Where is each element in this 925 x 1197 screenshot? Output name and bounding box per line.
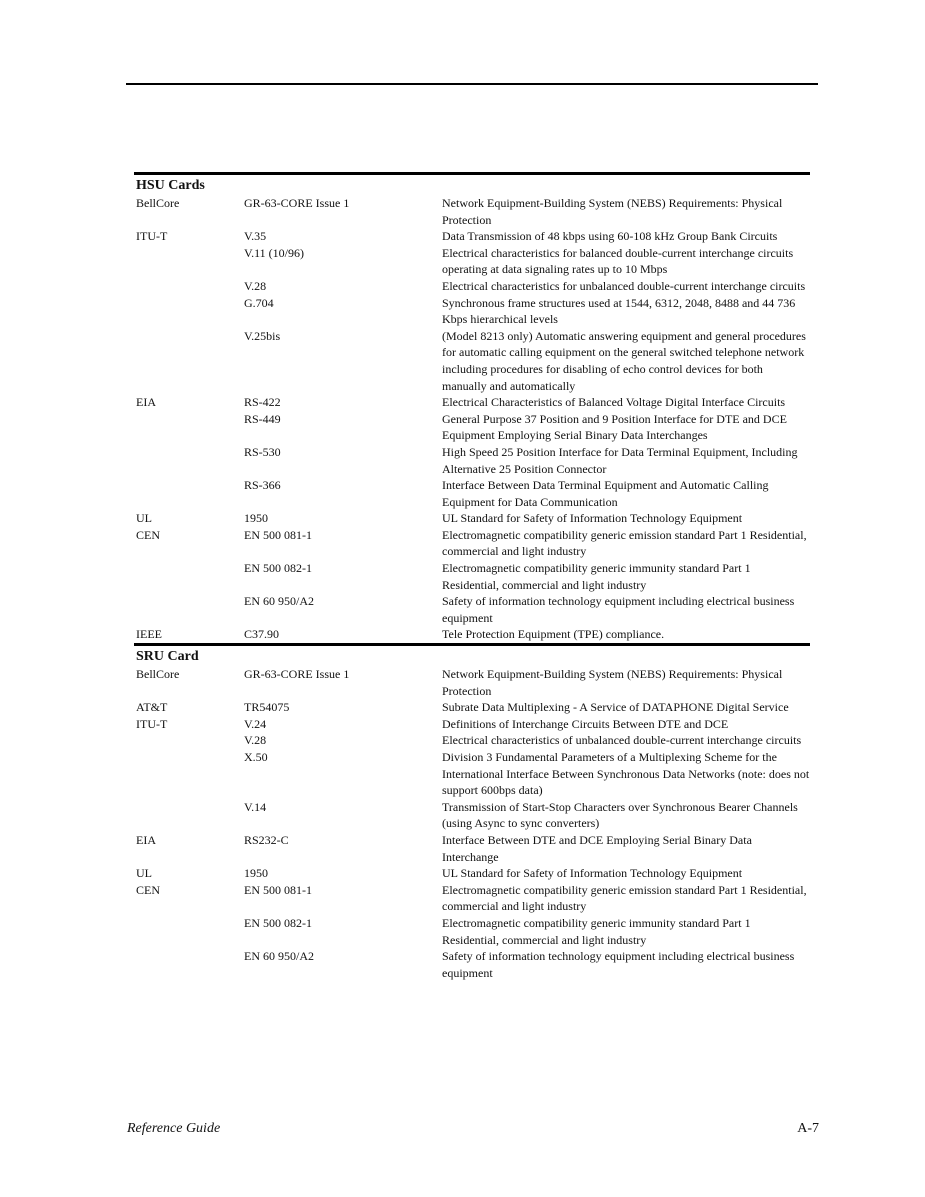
table-row bbox=[134, 295, 810, 328]
organization-cell bbox=[134, 295, 244, 328]
organization-cell: ITU-T bbox=[136, 716, 168, 731]
standard-cell: V.11 (10/96) bbox=[244, 245, 304, 260]
description-cell: Electromagnetic compatibility generic emission standard Part 1 Residential, commercial and light industry bbox=[442, 527, 807, 559]
organization-cell bbox=[134, 799, 244, 832]
table-row bbox=[134, 444, 810, 477]
organization-cell: BellCore bbox=[136, 667, 180, 682]
organization-cell bbox=[134, 245, 244, 278]
footer-title: Reference Guide bbox=[127, 1121, 221, 1136]
description-cell: (Model 8213 only) Automatic answering equipment and general procedures for automatic calling equipment on the general switched telephone network including procedures for disabling of echo control devices for both manually and automatically bbox=[442, 328, 806, 393]
standard-cell: EN 500 082-1 bbox=[244, 915, 312, 930]
description-cell: Safety of information technology equipment including electrical business equipment bbox=[442, 594, 795, 625]
table-row bbox=[134, 699, 810, 716]
organization-cell bbox=[134, 411, 244, 444]
standard-cell: C37.90 bbox=[244, 627, 280, 642]
standard-cell: RS232-C bbox=[244, 832, 289, 847]
table-row bbox=[134, 865, 810, 882]
standard-cell: EN 500 081-1 bbox=[244, 882, 312, 897]
standard-cell: 1950 bbox=[244, 866, 268, 881]
standard-cell: V.25bis bbox=[244, 328, 281, 343]
organization-cell: CEN bbox=[136, 882, 160, 897]
description-cell: Safety of information technology equipment including electrical business equipment bbox=[442, 949, 795, 980]
table-row bbox=[134, 245, 810, 278]
description-cell: Definitions of Interchange Circuits Between DTE and DCE bbox=[442, 716, 729, 731]
standard-cell: V.24 bbox=[244, 716, 267, 731]
organization-cell: CEN bbox=[136, 527, 160, 542]
table-row bbox=[134, 477, 810, 510]
page-number: A-7 bbox=[797, 1121, 819, 1136]
description-cell: Network Equipment-Building System (NEBS) Requirements: Physical Protection bbox=[442, 667, 783, 698]
standard-cell: RS-366 bbox=[244, 478, 281, 493]
description-cell: Electromagnetic compatibility generic immunity standard Part 1 Residential, commercial and light industry bbox=[442, 915, 751, 947]
table-row bbox=[134, 195, 810, 228]
description-cell: Interface Between Data Terminal Equipment and Automatic Calling Equipment for Data Communication bbox=[442, 478, 769, 509]
table-row bbox=[134, 626, 810, 643]
table-row bbox=[134, 394, 810, 411]
table-row bbox=[134, 948, 810, 981]
organization-cell: UL bbox=[136, 511, 152, 526]
table-row bbox=[134, 666, 810, 699]
standards-table bbox=[134, 172, 810, 981]
standard-cell: V.14 bbox=[244, 799, 267, 814]
table-row bbox=[134, 228, 810, 245]
description-cell: High Speed 25 Position Interface for Data Terminal Equipment, Including Alternative 25 Position Connector bbox=[442, 444, 798, 476]
standard-cell: GR-63-CORE Issue 1 bbox=[244, 196, 350, 210]
standard-cell: RS-530 bbox=[244, 444, 281, 459]
table-row bbox=[134, 328, 810, 394]
standard-cell: 1950 bbox=[244, 511, 268, 526]
description-cell: Synchronous frame structures used at 1544, 6312, 2048, 8488 and 44 736 Kbps hierarchical levels bbox=[442, 295, 796, 327]
organization-cell bbox=[134, 278, 244, 295]
standard-cell: V.28 bbox=[244, 278, 267, 293]
organization-cell bbox=[134, 593, 244, 626]
section-heading: HSU Cards bbox=[134, 172, 810, 195]
organization-cell: EIA bbox=[136, 395, 156, 410]
organization-cell bbox=[134, 948, 244, 981]
standard-cell: RS-449 bbox=[244, 411, 281, 426]
organization-cell bbox=[134, 732, 244, 749]
table-row bbox=[134, 411, 810, 444]
organization-cell bbox=[134, 749, 244, 799]
organization-cell: IEEE bbox=[136, 627, 162, 642]
standard-cell: G.704 bbox=[244, 295, 274, 310]
section-heading: SRU Card bbox=[134, 643, 810, 666]
description-cell: Transmission of Start-Stop Characters over Synchronous Bearer Channels (using Async to sync converters) bbox=[442, 799, 798, 831]
description-cell: Electrical characteristics for balanced double-current interchange circuits operating at data signaling rates up to 10 Mbps bbox=[442, 245, 794, 277]
description-cell: Data Transmission of 48 kbps using 60-108 kHz Group Bank Circuits bbox=[442, 229, 778, 244]
organization-cell: EIA bbox=[136, 832, 156, 847]
table-row bbox=[134, 510, 810, 527]
description-cell: Tele Protection Equipment (TPE) compliance. bbox=[442, 627, 665, 642]
description-cell: Electromagnetic compatibility generic immunity standard Part 1 Residential, commercial and light industry bbox=[442, 561, 751, 592]
table-row bbox=[134, 799, 810, 832]
organization-cell bbox=[134, 477, 244, 510]
standard-cell: TR54075 bbox=[244, 700, 290, 715]
table-row bbox=[134, 749, 810, 799]
description-cell: Electromagnetic compatibility generic emission standard Part 1 Residential, commercial and light industry bbox=[442, 882, 807, 914]
standard-cell: V.28 bbox=[244, 733, 267, 748]
description-cell: Electrical Characteristics of Balanced Voltage Digital Interface Circuits bbox=[442, 395, 786, 410]
table-row bbox=[134, 732, 810, 749]
organization-cell: BellCore bbox=[136, 196, 180, 210]
organization-cell bbox=[134, 560, 244, 593]
table-row bbox=[134, 593, 810, 626]
table-row bbox=[134, 278, 810, 295]
organization-cell bbox=[134, 444, 244, 477]
organization-cell: AT&T bbox=[136, 700, 168, 715]
description-cell: Electrical characteristics for unbalanced double-current interchange circuits bbox=[442, 278, 806, 293]
description-cell: General Purpose 37 Position and 9 Position Interface for DTE and DCE Equipment Employing Serial Binary Data Interchanges bbox=[442, 411, 787, 443]
table-row bbox=[134, 560, 810, 593]
organization-cell: ITU-T bbox=[136, 229, 168, 244]
standard-cell: X.50 bbox=[244, 750, 268, 764]
organization-cell: UL bbox=[136, 866, 152, 881]
table-row bbox=[134, 527, 810, 560]
standard-cell: EN 60 950/A2 bbox=[244, 594, 314, 609]
standard-cell: EN 500 082-1 bbox=[244, 561, 312, 576]
description-cell: Division 3 Fundamental Parameters of a Multiplexing Scheme for the International Interface Between Synchronous Data Networks (note: does not support 600bps data) bbox=[442, 750, 810, 798]
header-rule bbox=[126, 83, 818, 85]
table-row bbox=[134, 716, 810, 733]
organization-cell bbox=[134, 328, 244, 394]
organization-cell bbox=[134, 915, 244, 948]
standard-cell: EN 60 950/A2 bbox=[244, 949, 314, 964]
description-cell: Interface Between DTE and DCE Employing Serial Binary Data Interchange bbox=[442, 832, 752, 864]
description-cell: UL Standard for Safety of Information Technology Equipment bbox=[442, 866, 743, 881]
table-row bbox=[134, 832, 810, 865]
standard-cell: EN 500 081-1 bbox=[244, 527, 312, 542]
standard-cell: GR-63-CORE Issue 1 bbox=[244, 667, 350, 682]
table-row bbox=[134, 915, 810, 948]
description-cell: Network Equipment-Building System (NEBS) Requirements: Physical Protection bbox=[442, 196, 783, 227]
description-cell: Subrate Data Multiplexing - A Service of DATAPHONE Digital Service bbox=[442, 700, 789, 715]
description-cell: UL Standard for Safety of Information Technology Equipment bbox=[442, 511, 743, 526]
table-row bbox=[134, 882, 810, 915]
standard-cell: RS-422 bbox=[244, 395, 281, 410]
standard-cell: V.35 bbox=[244, 229, 267, 244]
description-cell: Electrical characteristics of unbalanced double-current interchange circuits bbox=[442, 733, 802, 748]
